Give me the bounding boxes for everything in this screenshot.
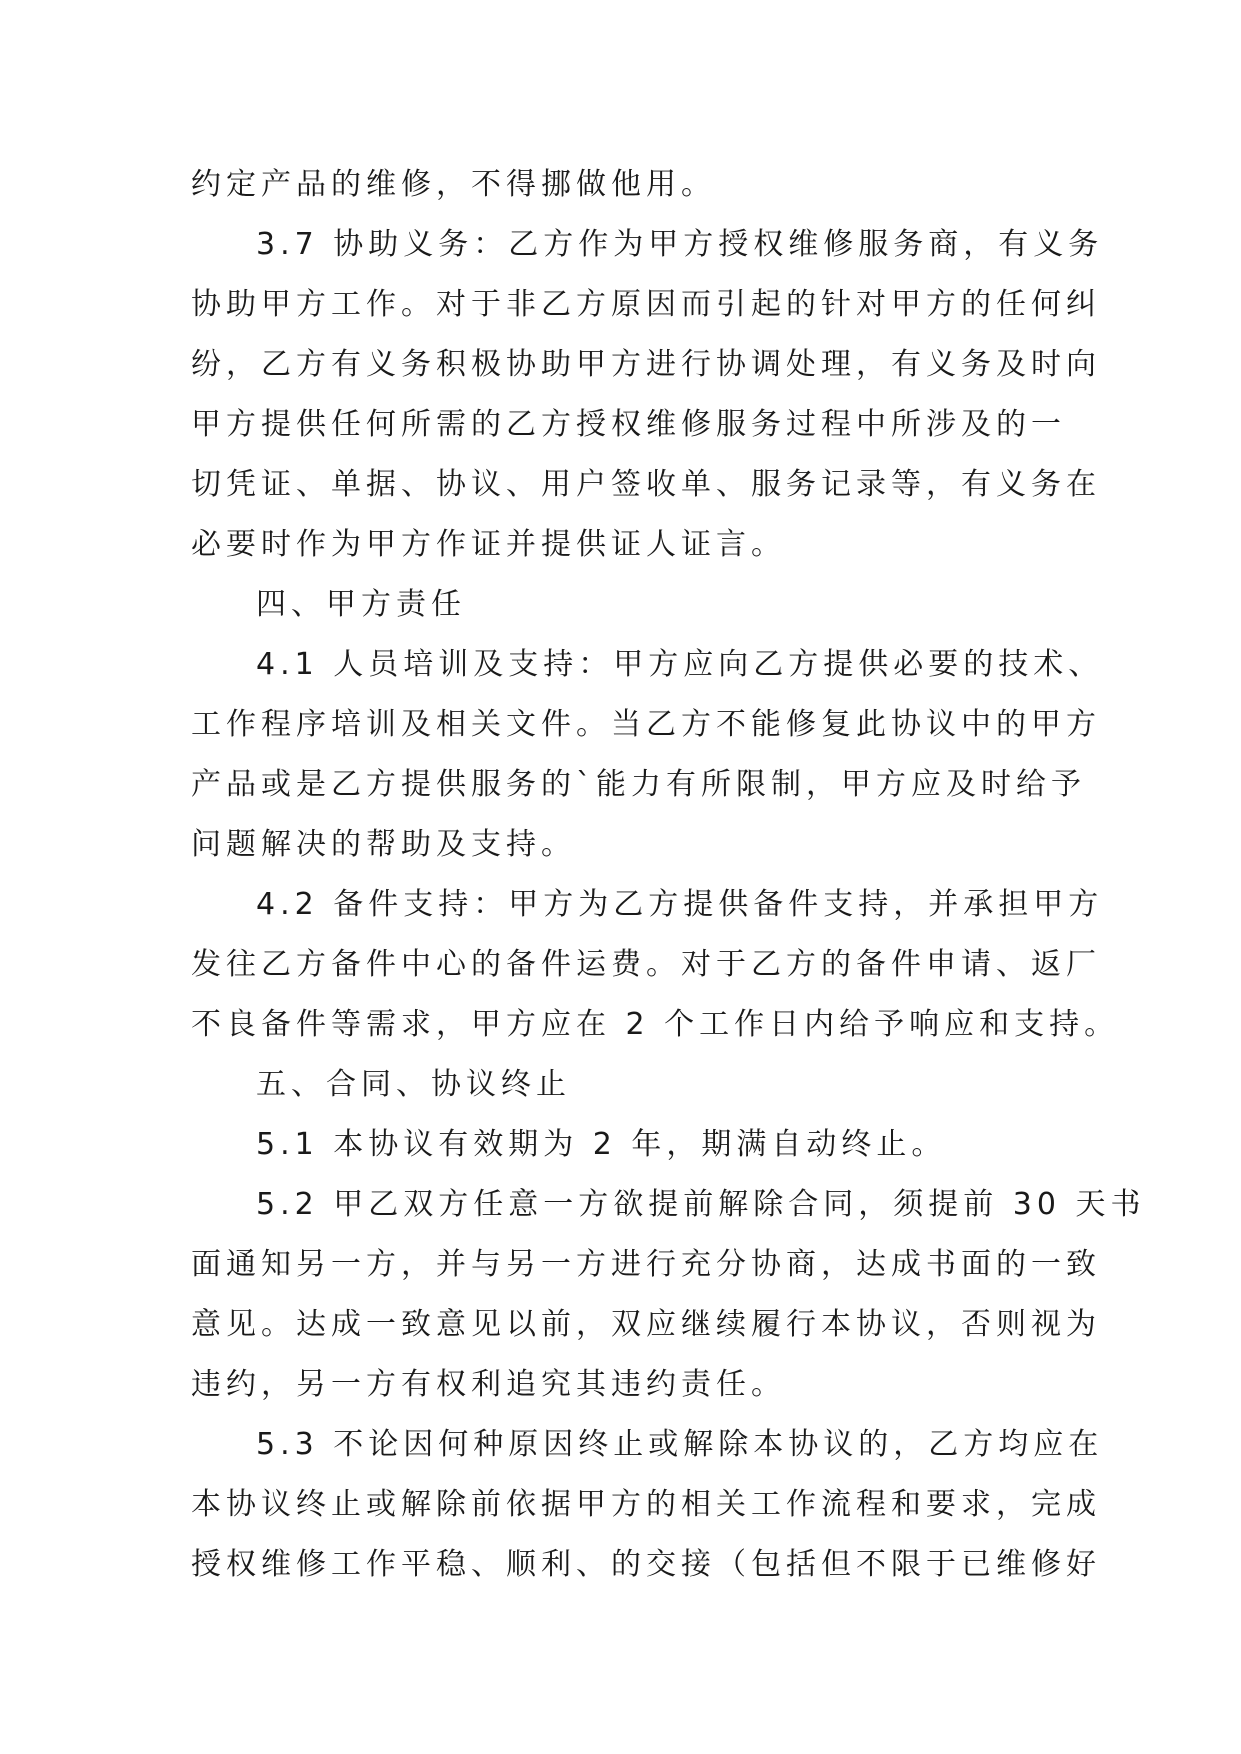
text-line: 5.3 不论因何种原因终止或解除本协议的，乙方均应在: [256, 1427, 1104, 1462]
text-line: 面通知另一方，并与另一方进行充分协商，达成书面的一致: [191, 1247, 1101, 1282]
document-body: [191, 155, 1146, 1595]
text-line: 3.7 协助义务：乙方作为甲方授权维修服务商，有义务: [256, 227, 1104, 262]
text-line: 协助甲方工作。对于非乙方原因而引起的针对甲方的任何纠: [191, 287, 1101, 322]
text-line: 纷，乙方有义务积极协助甲方进行协调处理，有义务及时向: [191, 347, 1101, 382]
text-line: 工作程序培训及相关文件。当乙方不能修复此协议中的甲方: [191, 707, 1101, 742]
text-line: 问题解决的帮助及支持。: [191, 827, 576, 862]
text-line: 4.1 人员培训及支持：甲方应向乙方提供必要的技术、: [256, 647, 1104, 682]
text-line: 发往乙方备件中心的备件运费。对于乙方的备件申请、返厂: [191, 947, 1101, 982]
text-line: 约定产品的维修，不得挪做他用。: [191, 167, 716, 202]
text-line: 产品或是乙方提供服务的`能力有所限制，甲方应及时给予: [191, 767, 1086, 802]
text-line: 五、合同、协议终止: [256, 1067, 571, 1102]
text-line: 本协议终止或解除前依据甲方的相关工作流程和要求，完成: [191, 1487, 1101, 1522]
text-line: 不良备件等需求，甲方应在 2 个工作日内给予响应和支持。: [191, 1007, 1120, 1042]
text-line: 5.2 甲乙双方任意一方欲提前解除合同，须提前 30 天书: [256, 1187, 1146, 1222]
text-line: 切凭证、单据、协议、用户签收单、服务记录等，有义务在: [191, 467, 1101, 502]
text-line: 授权维修工作平稳、顺利、的交接（包括但不限于已维修好: [191, 1547, 1101, 1582]
text-line: 违约，另一方有权利追究其违约责任。: [191, 1367, 786, 1402]
text-line: 5.1 本协议有效期为 2 年，期满自动终止。: [256, 1127, 947, 1162]
text-line: 4.2 备件支持：甲方为乙方提供备件支持，并承担甲方: [256, 887, 1104, 922]
text-line: 必要时作为甲方作证并提供证人证言。: [191, 527, 786, 562]
text-line: 意见。达成一致意见以前，双应继续履行本协议，否则视为: [191, 1307, 1101, 1342]
text-line: 四、甲方责任: [256, 587, 466, 622]
text-line: 甲方提供任何所需的乙方授权维修服务过程中所涉及的一: [191, 407, 1066, 442]
